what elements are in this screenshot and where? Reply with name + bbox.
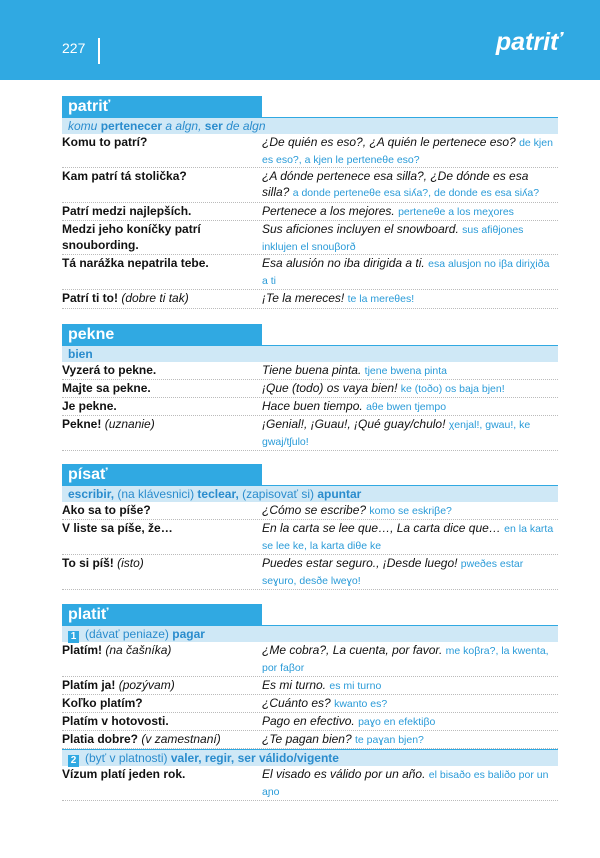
entry-headword: písať [62,464,262,485]
phrase-row: Patrí ti to! (dobre ti tak) ¡Te la mereces! te la mereθes! [62,290,558,309]
phrase-row: Platím ja! (pozývam) Es mi turno. es mi turno [62,677,558,695]
entry-pekne [62,324,558,451]
phrase-row: Kam patrí tá stolička? ¿A dónde pertenece esa silla?, ¿De dónde es esa silla? a donde perteneθe esa siʎa?, de donde es esa siʎa? [62,168,558,203]
phrase-row: Koľko platím? ¿Cuánto es? kwanto es? [62,695,558,713]
entry-pisat [62,464,558,590]
phrase-row: Majte sa pekne. ¡Que (todo) os vaya bien! ke (toðo) os baja bjen! [62,380,558,398]
phrase-row: Vyzerá to pekne. Tiene buena pinta. tjene bwena pinta [62,362,558,380]
phrase-row: Tá narážka nepatrila tebe. Esa alusión no iba dirigida a ti. esa alusjon no iβa diriχiða a ti [62,255,558,290]
header-divider [98,38,100,64]
running-head-word: patriť [495,28,562,56]
entry-translation: komu pertenecer a algn, ser de algn [62,117,558,134]
entry-headword: patriť [62,96,262,117]
sense-number: 1 [68,631,79,643]
page-header [0,0,600,80]
sense-number: 2 [68,755,79,767]
phrase-row: Platím! (na čašníka) ¿Me cobra?, La cuenta, por favor. me koβra?, la kwenta, por faβor [62,642,558,677]
phrase-row: V liste sa píše, že… En la carta se lee que…, La carta dice que… en la karta se lee ke, la karta diθe ke [62,520,558,555]
phrase-row: Platím v hotovosti. Pago en efectivo. paɣo en efektiβo [62,713,558,731]
entry-platit [62,604,558,801]
phrase-row: Pekne! (uznanie) ¡Genial!, ¡Guau!, ¡Qué guay/chulo! χenjal!, gwau!, ke gwaj/tʃulo! [62,416,558,451]
entry-patrit [62,96,558,309]
phrase-row: Medzi jeho koníčky patrí snoubording. Sus aficiones incluyen el snowboard. sus afiθjones inklujen el snouβorð [62,221,558,255]
phrase-row: Patrí medzi najlepších. Pertenece a los mejores. perteneθe a los meχores [62,203,558,221]
sense-1-translation: 1 (dávať peniaze) pagar [62,625,558,642]
entry-translation: bien [62,345,558,362]
phrase-row: Je pekne. Hace buen tiempo. aθe bwen tjempo [62,398,558,416]
entry-headword: pekne [62,324,262,345]
sense-2-translation: 2 (byť v platnosti) valer, regir, ser válido/vigente [62,749,558,766]
phrase-row: Platia dobre? (v zamestnaní) ¿Te pagan bien? te paɣan bjen? [62,731,558,749]
phrase-row: Ako sa to píše? ¿Cómo se escribe? komo se eskriβe? [62,502,558,520]
phrase-row: Komu to patrí? ¿De quién es eso?, ¿A quién le pertenece eso? de kjen es eso?, a kjen le perteneθe eso? [62,134,558,168]
page-number: 227 [62,40,86,56]
phrase-row: Vízum platí jeden rok. El visado es válido por un año. el bisaðo es baliðo por un aɲo [62,766,558,801]
phrase-row: To si píš! (isto) Puedes estar seguro., ¡Desde luego! pweðes estar seɣuro, desðe lweɣo! [62,555,558,590]
entry-headword: platiť [62,604,262,625]
entry-translation: escribir, (na klávesnici) teclear, (zapisovať si) apuntar [62,485,558,502]
